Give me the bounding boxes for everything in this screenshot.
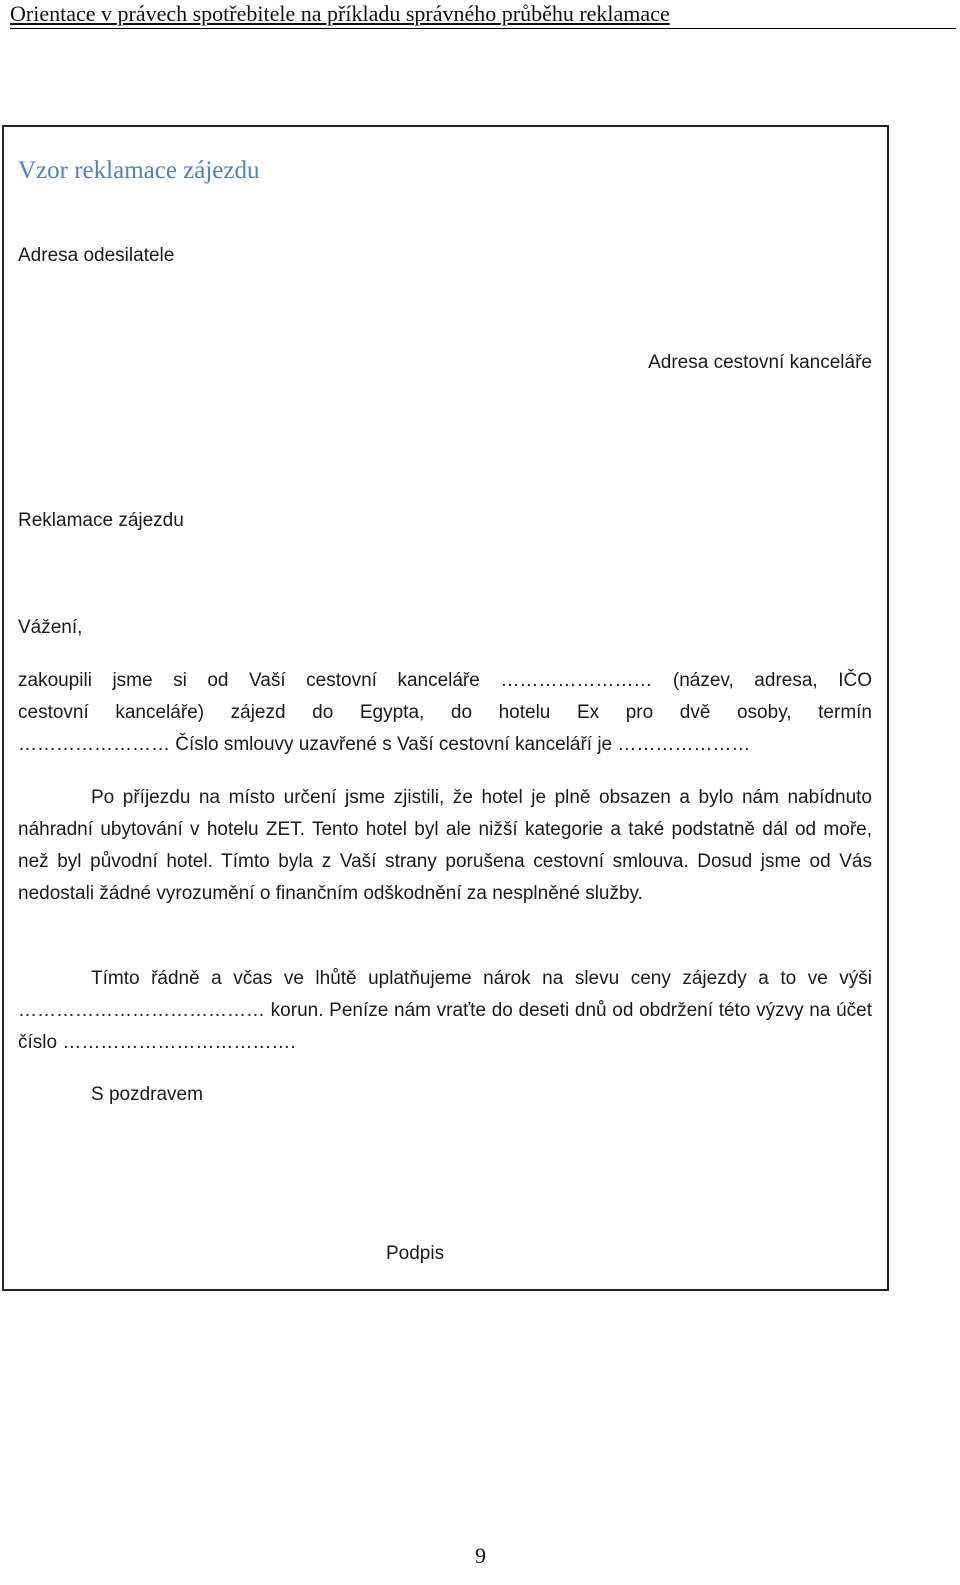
signature-label: Podpis	[386, 1243, 445, 1264]
paragraph-purchase-line-3: …………………… Číslo smlouvy uzavřené s Vaší cestovní kanceláří je …………………	[18, 734, 751, 755]
closing: S pozdravem	[91, 1084, 203, 1105]
letter-subject: Reklamace zájezdu	[18, 510, 184, 531]
sender-address: Adresa odesilatele	[18, 245, 175, 266]
running-header-title: Orientace v právech spotřebitele na příkladu správného průběhu reklamace	[10, 1, 670, 26]
page-number: 9	[475, 1543, 486, 1568]
running-header	[10, 0, 956, 29]
paragraph-purchase-line-2: cestovní kanceláře) zájezd do Egypta, do hotelu Ex pro dvě osoby, termín	[18, 702, 872, 723]
paragraph-purchase	[18, 665, 872, 761]
paragraph-complaint: Po příjezdu na místo určení jsme zjistili, že hotel je plně obsazen a bylo nám nabídnuto náhradní ubytování v hotelu ZET. Tento hotel byl ale nižší kategorie a také podstatně dál od moře, než byl původní hotel. Tímto byla z Vaší strany porušena cestovní smlouva. Dosud jsme od Vás nedostali žádné vyrozumění o finančním odškodnění za nesplněné služby.	[18, 787, 872, 904]
recipient-address: Adresa cestovní kanceláře	[648, 352, 872, 373]
letter-template-heading: Vzor reklamace zájezdu	[18, 157, 260, 184]
paragraph-claim: Tímto řádně a včas ve lhůtě uplatňujeme nárok na slevu ceny zájezdy a to ve výši ………………………………… korun. Peníze nám vraťte do deseti dnů od obdržení této výzvy na účet číslo ……………………………….	[18, 968, 872, 1053]
paragraph-purchase-line-1: zakoupili jsme si od Vaší cestovní kanceláře …………………… (název, adresa, IČO	[18, 670, 872, 691]
salutation: Vážení,	[18, 617, 83, 638]
